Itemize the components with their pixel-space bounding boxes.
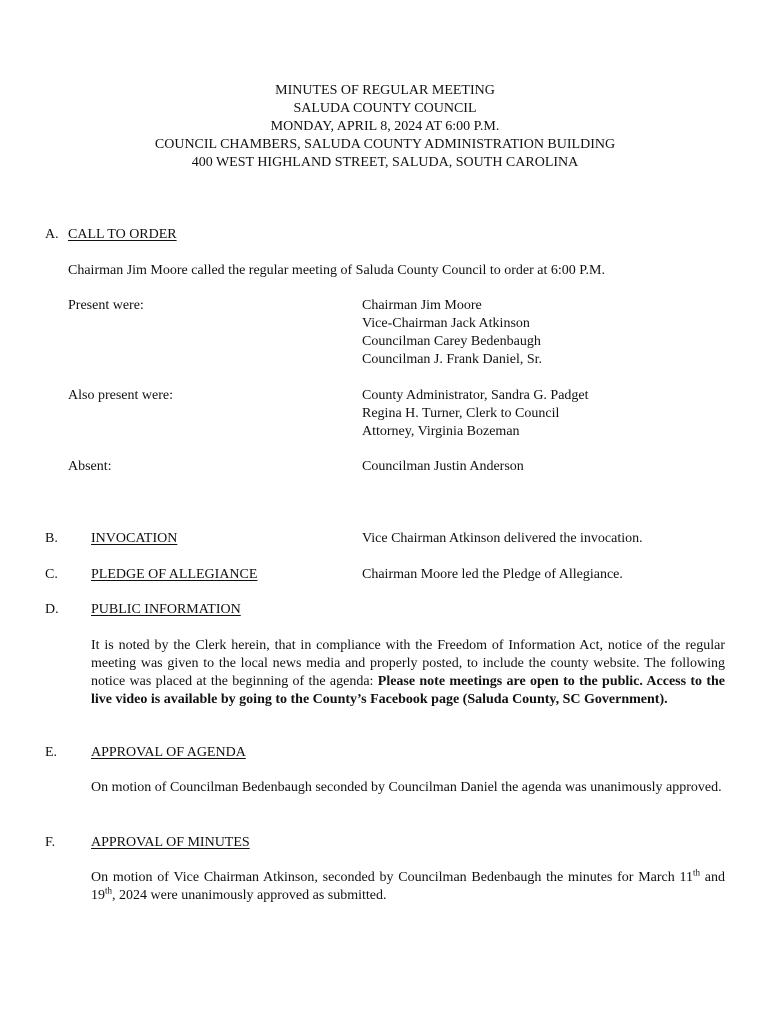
present-member: Vice-Chairman Jack Atkinson bbox=[362, 316, 530, 331]
public-information-text: It is noted by the Clerk herein, that in compliance with the Freedom of Information Act, notice of the regular meeting was given to the local news media and properly posted, to include the county website. The following notice was placed at the beginning of the agenda: bbox=[91, 638, 725, 689]
ordinal-suffix: th bbox=[693, 867, 701, 878]
present-member: Chairman Jim Moore bbox=[362, 298, 482, 313]
absent-member: Councilman Justin Anderson bbox=[362, 459, 524, 474]
section-e-title: APPROVAL OF AGENDA bbox=[91, 745, 246, 760]
header-location: COUNCIL CHAMBERS, SALUDA COUNTY ADMINISTRATION BUILDING bbox=[154, 137, 616, 152]
ordinal-suffix: th bbox=[105, 885, 113, 896]
invocation-text: Vice Chairman Atkinson delivered the invocation. bbox=[362, 531, 643, 546]
present-label: Present were: bbox=[68, 298, 144, 313]
section-f-title: APPROVAL OF MINUTES bbox=[91, 835, 250, 850]
public-notice-text: Please note meetings are open to the public. Access to the live video is available by going to the County’s Facebook page (Saluda County, SC Government). bbox=[91, 674, 726, 707]
call-to-order-text: Chairman Jim Moore called the regular meeting of Saluda County Council to order at 6:00 P.M. bbox=[68, 263, 605, 278]
section-b-title: INVOCATION bbox=[91, 531, 178, 546]
also-present-member: Attorney, Virginia Bozeman bbox=[362, 424, 520, 439]
header-title: MINUTES OF REGULAR MEETING bbox=[275, 83, 495, 98]
pledge-text: Chairman Moore led the Pledge of Allegiance. bbox=[362, 567, 623, 582]
present-member: Councilman J. Frank Daniel, Sr. bbox=[362, 352, 543, 367]
also-present-label: Also present were: bbox=[68, 388, 173, 403]
minutes-text-mid: and 19 bbox=[91, 870, 725, 903]
section-a-title: CALL TO ORDER bbox=[68, 227, 177, 242]
section-a-letter: A. bbox=[45, 227, 59, 242]
header-date: MONDAY, APRIL 8, 2024 AT 6:00 P.M. bbox=[270, 119, 500, 134]
approval-of-minutes-paragraph bbox=[91, 869, 725, 905]
section-c-letter: C. bbox=[45, 567, 58, 582]
section-b-letter: B. bbox=[45, 531, 58, 546]
absent-label: Absent: bbox=[68, 459, 112, 474]
section-d-title: PUBLIC INFORMATION bbox=[91, 602, 241, 617]
public-information-paragraph bbox=[91, 637, 725, 709]
approval-of-agenda-text: On motion of Councilman Bedenbaugh seconded by Councilman Daniel the agenda was unanimously approved. bbox=[91, 780, 722, 795]
header-address: 400 WEST HIGHLAND STREET, SALUDA, SOUTH CAROLINA bbox=[191, 155, 579, 170]
minutes-text-start: On motion of Vice Chairman Atkinson, seconded by Councilman Bedenbaugh the minutes for March 11 bbox=[91, 870, 693, 885]
present-member: Councilman Carey Bedenbaugh bbox=[362, 334, 541, 349]
header-council: SALUDA COUNTY COUNCIL bbox=[293, 101, 477, 116]
section-f-letter: F. bbox=[45, 835, 56, 850]
section-d-letter: D. bbox=[45, 602, 59, 617]
minutes-text-end: , 2024 were unanimously approved as submitted. bbox=[112, 888, 387, 903]
section-e-letter: E. bbox=[45, 745, 58, 760]
also-present-member: County Administrator, Sandra G. Padget bbox=[362, 388, 589, 403]
document-header bbox=[0, 82, 770, 172]
section-c-title: PLEDGE OF ALLEGIANCE bbox=[91, 567, 258, 582]
also-present-member: Regina H. Turner, Clerk to Council bbox=[362, 406, 560, 421]
